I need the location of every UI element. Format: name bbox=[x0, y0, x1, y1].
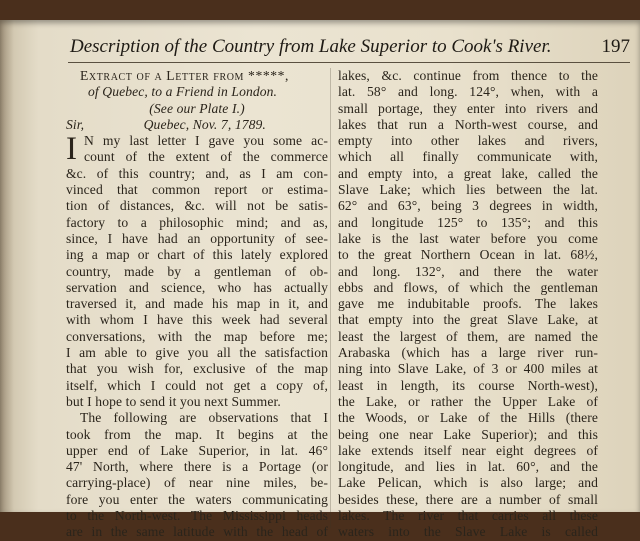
text-line: and long. 132°, and there the water bbox=[338, 263, 598, 279]
text-line: carrying-place) of near nine miles, be- bbox=[66, 475, 328, 491]
text-line: are in the same latitude with the head of bbox=[66, 524, 328, 540]
text-line: N my last letter I gave you some ac- bbox=[84, 133, 328, 149]
text-line: ning into Slave Lake, of 3 or 400 miles at bbox=[338, 361, 598, 377]
page-title: Description of the Country from Lake Superior to Cook's River. bbox=[70, 36, 552, 57]
dateline: Sir, Quebec, Nov. 7, 1789. bbox=[66, 116, 266, 132]
text-line: which all finally communicate with, bbox=[338, 149, 598, 165]
text-line: and longitude 125° to 135°; and this bbox=[338, 214, 598, 230]
text-line: Arabaska (which has a large river run- bbox=[338, 345, 598, 361]
text-line: lake extends itself near eight degrees of bbox=[338, 442, 598, 458]
text-line: small portage, they enter into rivers and bbox=[338, 100, 598, 116]
text-line: lakes that run a North-west course, and bbox=[338, 116, 598, 132]
text-line: the Woods, or Lake of the Hills (there bbox=[338, 410, 598, 426]
text-line: fore you enter the waters communicating bbox=[66, 491, 328, 507]
text-line: vinced that common report or estima- bbox=[66, 182, 328, 198]
left-text-lines bbox=[66, 133, 328, 540]
text-line: to the great Northern Ocean in lat. 68½, bbox=[338, 247, 598, 263]
text-line: to the North-west. The Mississippi heads bbox=[66, 508, 328, 524]
text-line: conversations, with the map before me; bbox=[66, 328, 328, 344]
plate-note: (See our Plate I.) bbox=[149, 100, 245, 116]
text-line: lake is the last water before you come bbox=[338, 230, 598, 246]
text-line: empty into other lakes and rivers, bbox=[338, 133, 598, 149]
running-header bbox=[70, 36, 630, 62]
text-line: lat. 58° and long. 124°, when, with a bbox=[338, 84, 598, 100]
page-number: 197 bbox=[601, 36, 630, 57]
left-column bbox=[66, 68, 328, 541]
page-fold-shadow bbox=[0, 20, 14, 512]
text-line: ebbs and flows, of which the gentleman bbox=[338, 279, 598, 295]
extract-heading: Extract of a Letter from *****, bbox=[80, 68, 290, 83]
text-line: Lake Pelican, which is also large; and bbox=[338, 475, 598, 491]
text-line: I am able to give you all the satisfaction bbox=[66, 345, 328, 361]
first-paragraph bbox=[66, 133, 328, 540]
column-divider bbox=[330, 68, 331, 528]
text-line: and empty into, a great lake, called the bbox=[338, 165, 598, 181]
text-line: upper end of Lake Superior, in lat. 46° bbox=[66, 442, 328, 458]
text-line: least the largest of them, are named the bbox=[338, 328, 598, 344]
text-line: lakes. The river that carries all these bbox=[338, 508, 598, 524]
text-line: factory to a philosophic mind; and as, bbox=[66, 214, 328, 230]
text-line: with whom I have this week had several bbox=[66, 312, 328, 328]
text-line: gave me indubitable proofs. The lakes bbox=[338, 296, 598, 312]
extract-heading-2: of Quebec, to a Friend in London. bbox=[88, 84, 278, 100]
right-text-lines bbox=[338, 68, 598, 541]
text-line: Slave Lake; which lies between the lat. bbox=[338, 182, 598, 198]
text-line: country, made by a gentleman of ob- bbox=[66, 263, 328, 279]
text-line: being one near Lake Superior); and this bbox=[338, 426, 598, 442]
text-line: servation and science, who has actually bbox=[66, 279, 328, 295]
text-line: traversed it, and made his map in it, and bbox=[66, 296, 328, 312]
text-line: since, I have had an opportunity of see- bbox=[66, 230, 328, 246]
text-line: the Lake, or rather the Upper Lake of bbox=[338, 393, 598, 409]
text-line: but I hope to send it you next Summer. bbox=[66, 393, 281, 409]
text-line: took from the map. It begins at the bbox=[66, 426, 328, 442]
right-column bbox=[338, 68, 598, 541]
text-line: The following are observations that I bbox=[80, 410, 328, 426]
text-line: count of the extent of the commerce bbox=[84, 149, 328, 165]
text-line: waters into the Slave Lake is called bbox=[338, 524, 598, 540]
text-line: &c. of this country; and, as I am con- bbox=[66, 165, 328, 181]
newspaper-page bbox=[0, 20, 640, 540]
text-line: that you wish for, exclusive of the map bbox=[66, 361, 328, 377]
text-line: longitude, and lies in lat. 60°, and the bbox=[338, 459, 598, 475]
text-line: 47' North, where there is a Portage (or bbox=[66, 459, 328, 475]
text-line: 62° and 63°, being 3 degrees in width, bbox=[338, 198, 598, 214]
text-line: itself, which I could not get a copy of, bbox=[66, 377, 328, 393]
text-line: that empty into the great Slave Lake, at bbox=[338, 312, 598, 328]
text-line: least in length, its course North-west), bbox=[338, 377, 598, 393]
text-line: tion of distances, &c. will not be satis- bbox=[66, 198, 328, 214]
header-rule bbox=[68, 62, 630, 63]
text-line: ing a map or chart of this lately explored bbox=[66, 247, 328, 263]
drop-cap: I bbox=[66, 131, 78, 168]
text-line: lakes, &c. continue from thence to the bbox=[338, 68, 598, 83]
text-line: besides these, there are a number of small bbox=[338, 491, 598, 507]
